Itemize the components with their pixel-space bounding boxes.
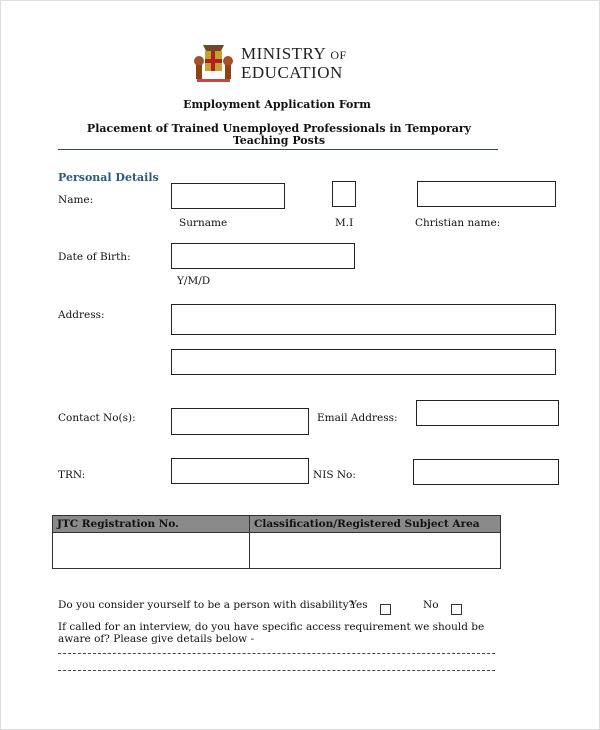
disability-question: Do you consider yourself to be a person with disability? — [58, 599, 355, 611]
christian-name-caption: Christian name: — [415, 217, 501, 229]
email-input[interactable] — [416, 400, 559, 426]
trn-label: TRN: — [58, 469, 86, 481]
mi-caption: M.I — [335, 217, 354, 229]
christian-name-input[interactable] — [417, 181, 556, 207]
yes-label: Yes — [350, 599, 368, 611]
contact-label: Contact No(s): — [58, 412, 136, 424]
no-label: No — [423, 599, 439, 611]
dob-label: Date of Birth: — [58, 251, 131, 263]
email-label: Email Address: — [317, 412, 398, 424]
address-line1-input[interactable] — [171, 304, 556, 335]
ministry-logo-text: MINISTRY OF EDUCATION — [241, 44, 347, 82]
dob-input[interactable] — [171, 243, 355, 269]
nis-input[interactable] — [413, 459, 559, 485]
form-subtitle: Placement of Trained Unemployed Professionals in Temporary Teaching Posts — [86, 122, 472, 147]
jtc-registration-cell[interactable] — [53, 533, 250, 569]
title-divider — [58, 149, 498, 150]
classification-cell[interactable] — [250, 533, 501, 569]
form-title: Employment Application Form — [183, 98, 371, 111]
section-personal-details: Personal Details — [58, 171, 159, 184]
access-requirement-question: If called for an interview, do you have specific access requirement we should be aware of? Please give details below - — [58, 621, 485, 645]
yes-checkbox[interactable] — [380, 604, 391, 615]
name-label: Name: — [58, 194, 94, 206]
contact-input[interactable] — [171, 408, 309, 435]
details-line-1[interactable] — [58, 653, 495, 654]
trn-input[interactable] — [171, 458, 309, 484]
address-line2-input[interactable] — [171, 349, 556, 375]
nis-label: NIS No: — [313, 469, 356, 481]
jtc-registration-header: JTC Registration No. — [53, 516, 250, 533]
address-label: Address: — [58, 309, 105, 321]
surname-input[interactable] — [171, 183, 285, 209]
coat-of-arms-logo — [191, 41, 236, 85]
dob-format-caption: Y/M/D — [177, 275, 211, 287]
surname-caption: Surname — [179, 217, 228, 229]
middle-initial-input[interactable] — [332, 181, 356, 207]
details-line-2[interactable] — [58, 670, 495, 671]
classification-header: Classification/Registered Subject Area — [250, 516, 501, 533]
no-checkbox[interactable] — [451, 604, 462, 615]
registration-table — [52, 515, 501, 569]
